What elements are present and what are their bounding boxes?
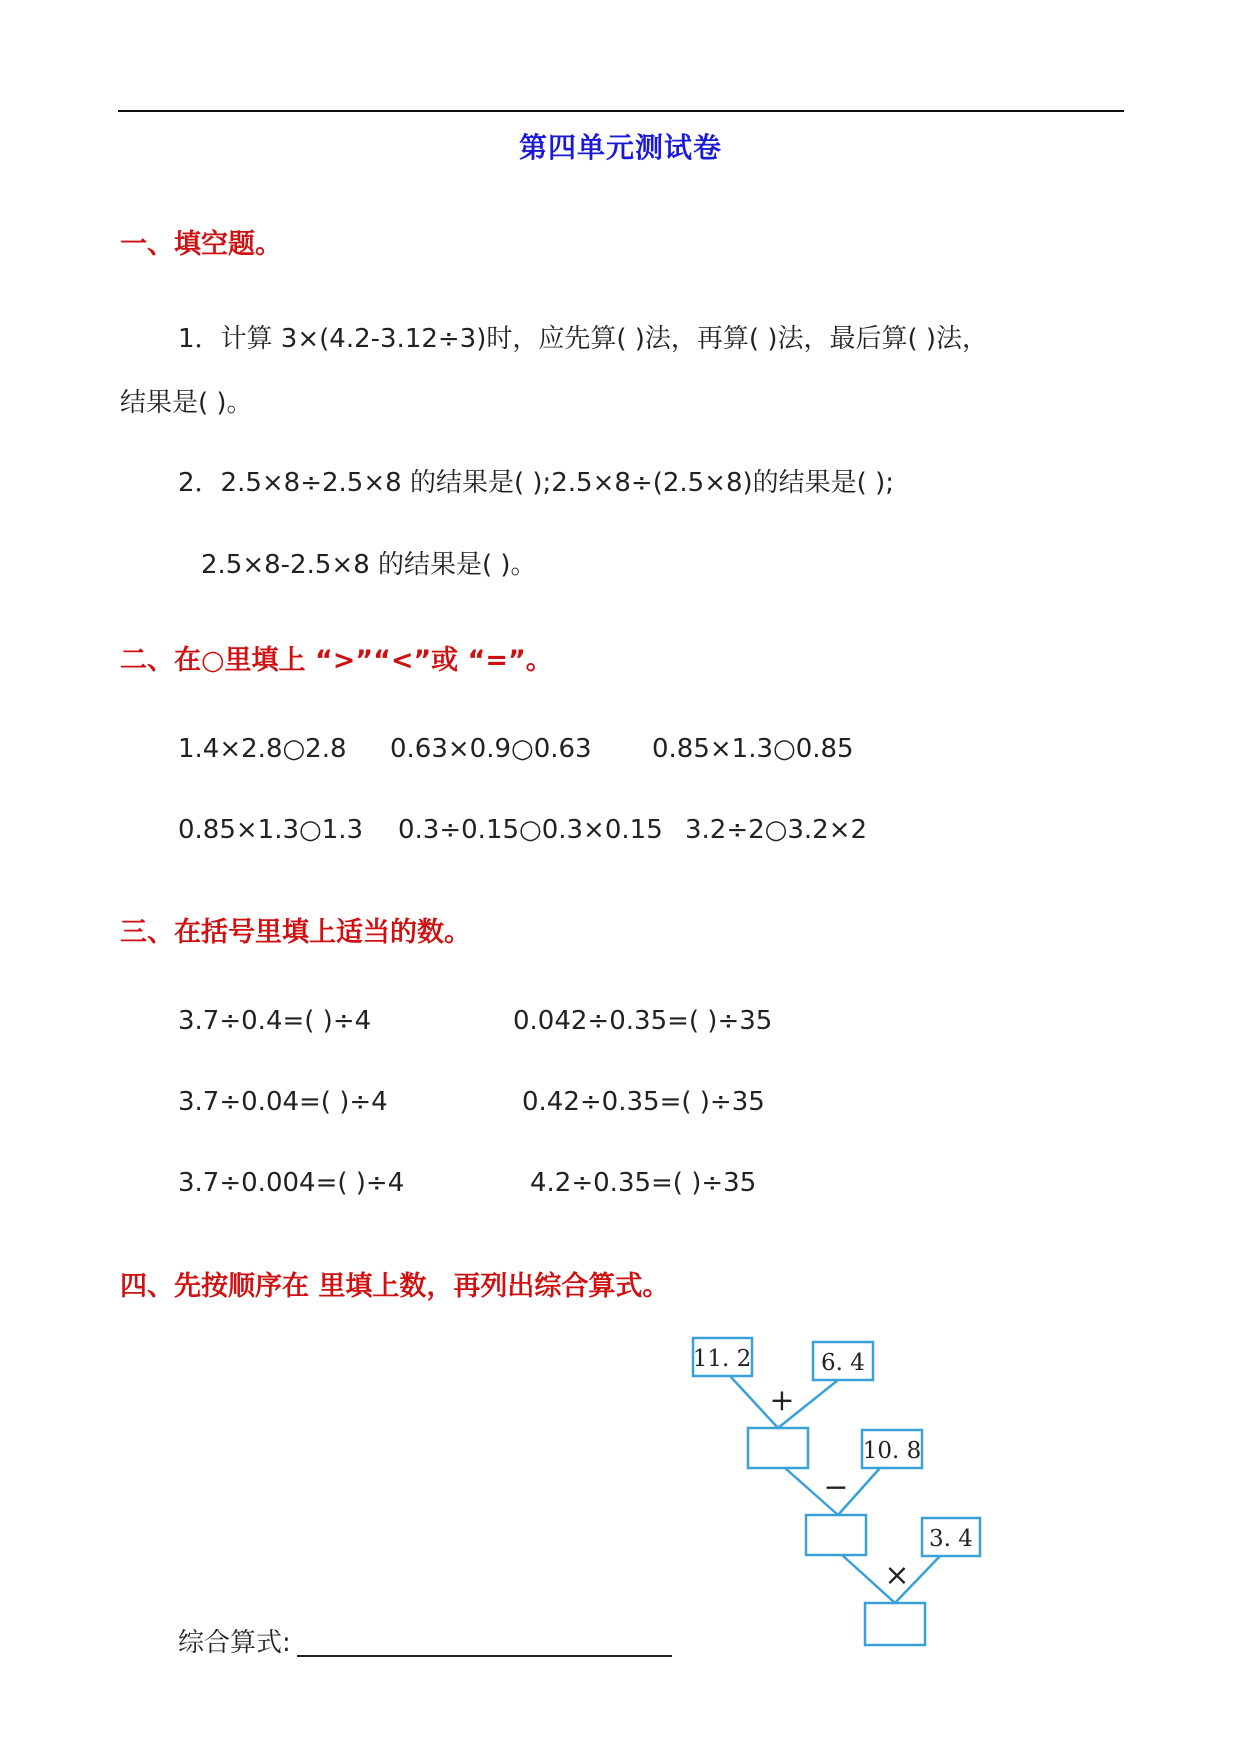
combined-expression-label: 综合算式:: [178, 1628, 291, 1658]
compare-item: 0.3÷0.15○0.3×0.15: [398, 815, 663, 845]
answer-box-2[interactable]: [806, 1515, 866, 1555]
question-1-line-2: 结果是( )。: [120, 388, 253, 418]
compare-item: 0.63×0.9○0.63: [390, 734, 592, 764]
blank-item: 0.42÷0.35=( )÷35: [522, 1087, 765, 1117]
blank-item: 4.2÷0.35=( )÷35: [530, 1168, 757, 1198]
section-heading-2: 二、在○里填上 “>”“<”或 “=”。: [120, 645, 553, 676]
number-box-a-value: 11. 2: [692, 1346, 752, 1372]
compare-item: 1.4×2.8○2.8: [178, 734, 347, 764]
combined-expression-answer-line[interactable]: [297, 1629, 672, 1657]
compare-item: 0.85×1.3○1.3: [178, 815, 364, 845]
blank-item: 3.7÷0.04=( )÷4: [178, 1087, 388, 1117]
section-heading-4: 四、先按顺序在 里填上数，再列出综合算式。: [120, 1271, 670, 1302]
multiply-operator: ×: [884, 1558, 910, 1593]
page-title: 第四单元测试卷: [518, 131, 722, 164]
minus-operator: −: [823, 1470, 849, 1505]
question-2-line-1: 2．2.5×8÷2.5×8 的结果是( );2.5×8÷(2.5×8)的结果是( );: [178, 468, 894, 498]
compare-item: 3.2÷2○3.2×2: [685, 815, 868, 845]
answer-box-1[interactable]: [748, 1428, 808, 1468]
blank-item: 0.042÷0.35=( )÷35: [513, 1006, 773, 1036]
combined-expression-row: [178, 1622, 672, 1659]
plus-operator: +: [769, 1383, 795, 1418]
number-box-b-value: 6. 4: [821, 1350, 865, 1376]
blank-item: 3.7÷0.4=( )÷4: [178, 1006, 372, 1036]
answer-box-3[interactable]: [865, 1603, 925, 1645]
section-heading-1: 一、填空题。: [120, 229, 282, 260]
number-box-c-value: 10. 8: [862, 1438, 922, 1464]
blank-item: 3.7÷0.004=( )÷4: [178, 1168, 405, 1198]
compare-item: 0.85×1.3○0.85: [652, 734, 854, 764]
question-1-line-1: 1．计算 3×(4.2-3.12÷3)时，应先算( )法，再算( )法，最后算( )法，: [178, 324, 989, 354]
question-2-line-2: 2.5×8-2.5×8 的结果是( )。: [201, 550, 537, 580]
section-heading-3: 三、在括号里填上适当的数。: [120, 917, 471, 948]
number-box-d-value: 3. 4: [929, 1526, 973, 1552]
